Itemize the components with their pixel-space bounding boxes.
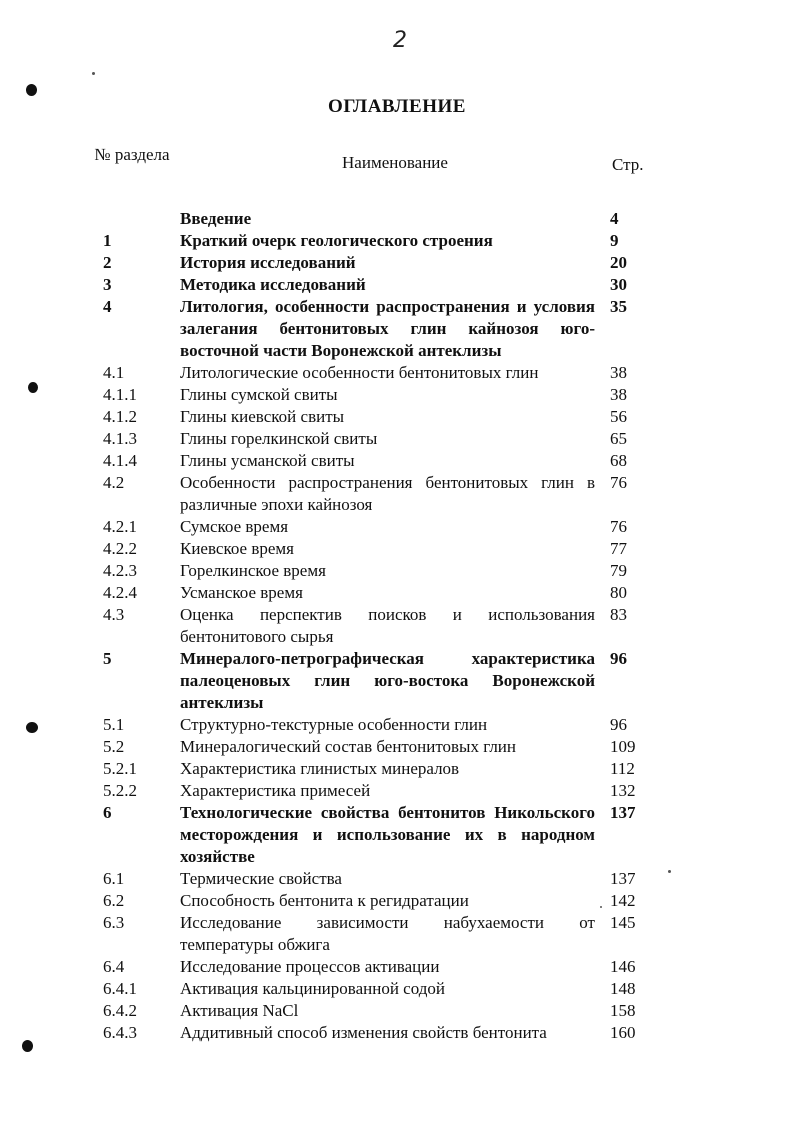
toc-entry (0, 516, 794, 538)
toc-entry (0, 362, 794, 384)
toc-entry-number: 5.2 (103, 737, 125, 756)
toc-entry-number: 5 (103, 649, 112, 668)
toc-entry-number: 6.4.3 (103, 1023, 137, 1042)
toc-entry (0, 868, 794, 890)
toc-entry (0, 538, 794, 560)
toc-entry-page: 160 (610, 1023, 636, 1042)
toc-entry-page: 137 (610, 803, 636, 822)
toc-entry-number: 4.1 (103, 363, 125, 382)
toc-entry-number: 4.3 (103, 605, 125, 624)
toc-entry-page: 142 (610, 891, 636, 910)
toc-entry-title: Характеристика глинистых минералов (180, 759, 460, 778)
toc-entry-page: 76 (610, 517, 627, 536)
toc-entry-page: 65 (610, 429, 627, 448)
toc-entry-title: Введение (180, 209, 252, 228)
toc-entry-number: 6.4.1 (103, 979, 137, 998)
toc-entry-number: 5.1 (103, 715, 125, 734)
toc-entry-page: 76 (610, 473, 627, 492)
toc-entry-number: 4.2.4 (103, 583, 137, 602)
toc-entry-title: Методика исследований (180, 275, 366, 294)
column-header-number: № раздела (94, 145, 170, 164)
toc-entry-number: 5.2.1 (103, 759, 137, 778)
toc-entry-title: Киевское время (180, 539, 295, 558)
speck (668, 870, 671, 873)
toc-entry-number: 2 (103, 253, 112, 272)
toc-entry (0, 450, 794, 472)
toc-entry-title: Исследование процессов активации (180, 957, 440, 976)
toc-entry-page: 148 (610, 979, 636, 998)
toc-entry-page: 146 (610, 957, 636, 976)
toc-entry-number: 4.2.3 (103, 561, 137, 580)
toc-entry-number: 4.1.3 (103, 429, 137, 448)
toc-entry-number: 6.3 (103, 913, 125, 932)
toc-entry-page: 38 (610, 385, 627, 404)
toc-entry (0, 758, 794, 780)
toc-entry-title: Литология, особенности распространения и условия залегания бентонитовых глин кайнозоя юго-восточной части Воронежской антеклизы (180, 297, 595, 360)
toc-entry-title: Структурно-текстурные особенности глин (180, 715, 488, 734)
toc-entry-number: 4.2.2 (103, 539, 137, 558)
toc-entry-page: 4 (610, 209, 619, 228)
toc-entry (0, 582, 794, 604)
toc-entry (0, 648, 794, 714)
toc-entry-title: Технологические свойства бентонитов Никольского месторождения и использование их в народном хозяйстве (180, 803, 595, 866)
toc-entry-number: 1 (103, 231, 112, 250)
toc-entry (0, 296, 794, 362)
punch-hole-blot (22, 1040, 33, 1052)
toc-entry-page: 145 (610, 913, 636, 932)
toc-entry (0, 890, 794, 912)
toc-entry-number: 6.4.2 (103, 1001, 137, 1020)
toc-entry (0, 1000, 794, 1022)
punch-hole-blot (26, 84, 37, 96)
toc-entry-title: История исследований (180, 253, 356, 272)
toc-entry (0, 252, 794, 274)
toc-entry-title: Характеристика примесей (180, 781, 371, 800)
toc-entry-number: 6.4 (103, 957, 125, 976)
toc-entry-number: 4.1.4 (103, 451, 137, 470)
toc-entry-page: 96 (610, 715, 627, 734)
toc-entry-title: Глины киевской свиты (180, 407, 345, 426)
toc-entry (0, 472, 794, 516)
column-header-name: Наименование (342, 153, 448, 172)
toc-entry-title: Литологические особенности бентонитовых глин (180, 363, 539, 382)
toc-entry-title: Краткий очерк геологического строения (180, 231, 493, 250)
toc-entry-number: 6.1 (103, 869, 125, 888)
toc-entry-page: 30 (610, 275, 627, 294)
toc-entry-number: 4 (103, 297, 112, 316)
toc-entry-page: 20 (610, 253, 627, 272)
toc-entry-title: Усманское время (180, 583, 303, 602)
page-number: 2 (393, 28, 407, 53)
toc-entry-page: 80 (610, 583, 627, 602)
toc-entry-number: 3 (103, 275, 112, 294)
toc-entry-title: Способность бентонита к регидратации (180, 891, 469, 910)
toc-entry-title: Аддитивный способ изменения свойств бентонита (180, 1023, 547, 1042)
toc-entry-number: 4.1.1 (103, 385, 137, 404)
toc-entry-page: 77 (610, 539, 627, 558)
toc-entry-number: 5.2.2 (103, 781, 137, 800)
toc-entry-title: Термические свойства (180, 869, 342, 888)
toc-entry-page: 158 (610, 1001, 636, 1020)
toc-entry-number: 6 (103, 803, 112, 822)
toc-entry (0, 384, 794, 406)
toc-entry-title: Оценка перспектив поисков и использования бентонитового сырья (180, 605, 595, 646)
toc-entry (0, 780, 794, 802)
toc-entry (0, 978, 794, 1000)
toc-entry-page: 83 (610, 605, 627, 624)
toc-entry-title: Минералогический состав бентонитовых глин (180, 737, 517, 756)
toc-entry-number: 4.2 (103, 473, 125, 492)
page-title: ОГЛАВЛЕНИЕ (328, 96, 466, 117)
toc-entry-page: 109 (610, 737, 636, 756)
toc-entry-page: 68 (610, 451, 627, 470)
toc-entry (0, 230, 794, 252)
toc-entry (0, 406, 794, 428)
column-header-page: Стр. (612, 155, 644, 174)
toc-entry-title: Сумское время (180, 517, 289, 536)
toc-entry-page: 79 (610, 561, 627, 580)
punch-hole-blot (28, 382, 38, 393)
speck (600, 906, 602, 908)
toc-entry (0, 714, 794, 736)
toc-entry-title: Минералого-петрографическая характеристика палеоценовых глин юго-востока Воронежской антеклизы (180, 649, 595, 712)
toc-entry-title: Горелкинское время (180, 561, 326, 580)
toc-entry-number: 6.2 (103, 891, 125, 910)
toc-entry-title: Особенности распространения бентонитовых глин в различные эпохи кайнозоя (180, 473, 595, 514)
toc-entry-page: 96 (610, 649, 627, 668)
toc-entry-page: 137 (610, 869, 636, 888)
toc-entry (0, 274, 794, 296)
toc-entry (0, 912, 794, 956)
toc-entry (0, 604, 794, 648)
toc-entry-title: Активация NaCl (180, 1001, 299, 1020)
toc-entry-title: Глины горелкинской свиты (180, 429, 378, 448)
toc-entry-page: 35 (610, 297, 627, 316)
toc-entry-page: 132 (610, 781, 636, 800)
toc-entry-title: Глины сумской свиты (180, 385, 338, 404)
table-of-contents (0, 208, 794, 1044)
toc-entry (0, 736, 794, 758)
toc-entry (0, 208, 794, 230)
toc-entry (0, 1022, 794, 1044)
punch-hole-blot (26, 722, 38, 733)
speck (92, 72, 95, 75)
toc-entry-page: 112 (610, 759, 635, 778)
toc-entry-page: 38 (610, 363, 627, 382)
toc-entry-title: Исследование зависимости набухаемости от температуры обжига (180, 913, 595, 954)
toc-entry (0, 428, 794, 450)
toc-entry-title: Глины усманской свиты (180, 451, 355, 470)
toc-entry (0, 560, 794, 582)
toc-entry-page: 9 (610, 231, 619, 250)
toc-entry-page: 56 (610, 407, 627, 426)
toc-entry-number: 4.2.1 (103, 517, 137, 536)
toc-entry-number: 4.1.2 (103, 407, 137, 426)
toc-entry (0, 956, 794, 978)
toc-entry-title: Активация кальцинированной содой (180, 979, 445, 998)
toc-entry (0, 802, 794, 868)
